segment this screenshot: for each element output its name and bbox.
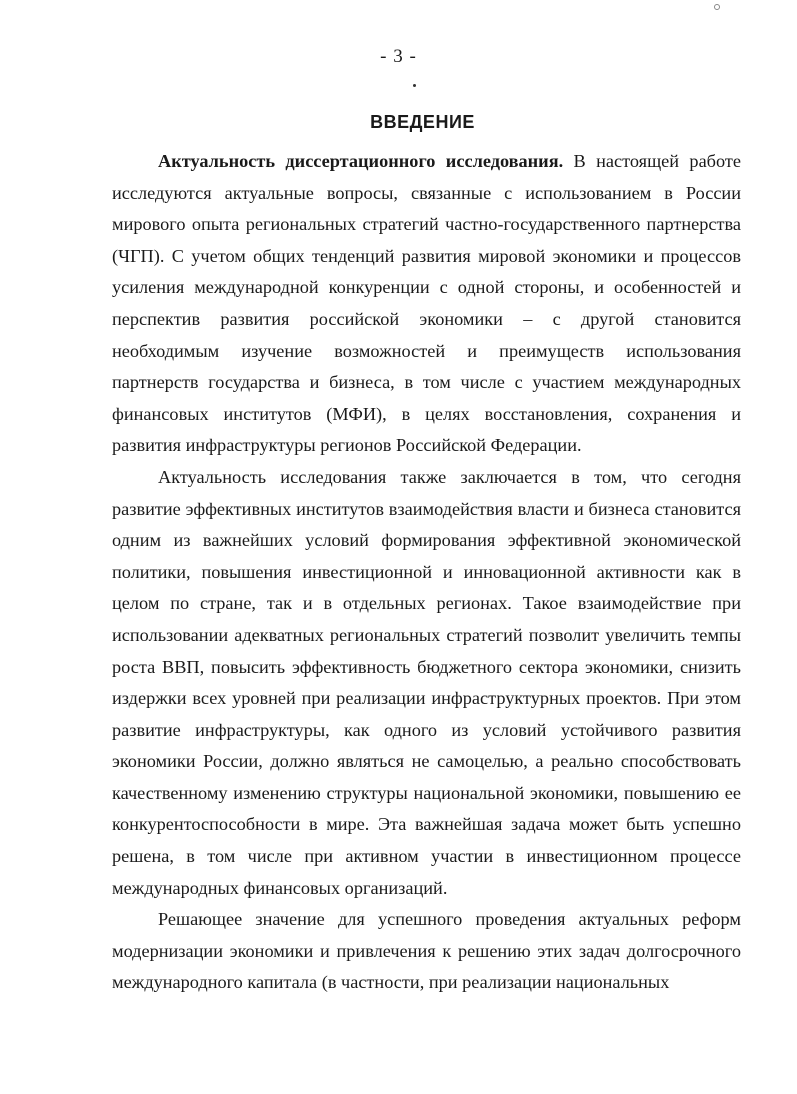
paragraph-1-text: В настоящей работе исследуются актуальные вопросы, связанные с использованием в России мирового опыта региональных стратегий частно-государственного партнерства (ЧГП). С учетом общих тенденций развития мировой экономики и процессов усиления международной конкуренции с одной стороны, и особенностей и перспектив развития российской экономики – с другой становится необходимым изучение возможностей и преимуществ использования партнерств государства и бизнеса, в том числе с участием международных финансовых институтов (МФИ), в целях восстановления, сохранения и развития инфраструктуры регионов Российской Федерации. [112,151,741,456]
body-text [112,146,741,999]
paragraph-2: Актуальность исследования также заключается в том, что сегодня развитие эффективных институтов взаимодействия власти и бизнеса становится одним из важнейших условий формирования эффективной экономической политики, повышения инвестиционной и инновационной активности как в целом по стране, так и в отдельных регионах. Такое взаимодействие при использовании адекватных региональных стратегий позволит увеличить темпы роста ВВП, повысить эффективность бюджетного сектора экономики, снизить издержки всех уровней при реализации инфраструктурных проектов. При этом развитие инфраструктуры, как одного из условий устойчивого развития экономики России, должно являться не самоцелью, а реально способствовать качественному изменению структуры национальной экономики, повышению ее конкурентоспособности в мире. Эта важнейшая задача может быть успешно решена, в том числе при активном участии в инвестиционном процессе международных финансовых организаций. [112,466,741,898]
paragraph-1-lead: Актуальность диссертационного исследования. [158,151,564,171]
page-number: - 3 - [380,46,417,67]
scan-artifact-dot [413,84,416,87]
section-heading: ВВЕДЕНИЕ [370,112,475,132]
paragraph-1 [112,146,741,462]
scan-artifact-mark [714,4,720,10]
paragraph-3: Решающее значение для успешного проведения актуальных реформ модернизации экономики и привлечения к решению этих задач долгосрочного международного капитала (в частности, при реализации национальных [112,909,741,993]
